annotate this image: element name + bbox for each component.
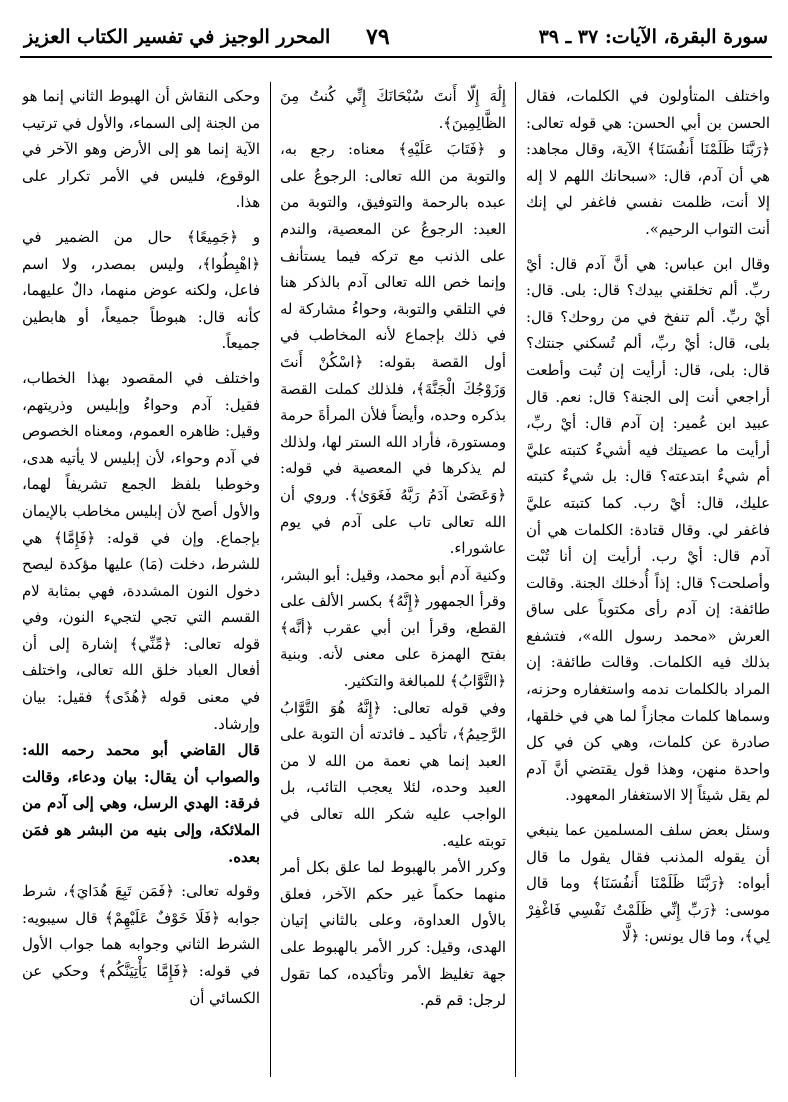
text-column-middle (280, 84, 506, 1074)
page-header (20, 18, 772, 54)
header-rule (20, 56, 772, 58)
page-number: ٧٩ (366, 24, 390, 50)
paragraph: وحكى النقاش أن الهبوط الثاني إنما هو من الجنة إلى السماء، والأول في ترتيب الآية إنما هو إلى الأرض وهو الآخر في الوقوع، فليس في الأمر تكرار على هذا. (22, 88, 260, 212)
paragraph: واختلف في المقصود بهذا الخطاب، فقيل: آدم وحواءُ وإبليس وذريتهم، وقيل: ظاهره العموم، ومعناه الخصوص في آدم وحواء، لأن إبليس لا يأتيه هدى، وخوطبا بلفظ الجمع تشريفاً لهما، والأول أصح لأن إبليس مخاطب بالإيمان بإجماع. وإن في قوله: ﴿فَإِمَّا﴾ هي للشرط، دخلت (مَا) عليها مؤكدة ليصح دخول النون المشددة، فهي بمثابة لام القسم التي تجي لتجيء النون، وفي قوله تعالى: ﴿مِّنِّي﴾ إشارة إلى أن أفعال العباد خلق الله تعالى، واختلف في معنى قوله ﴿هُدًى﴾ فقيل: بيان وإرشاد. (22, 369, 260, 733)
paragraph: وكرر الأمر بالهبوط لما علق بكل أمر منهما حكماً غير حكم الآخر، فعلق بالأول العداوة، وعلى بالثاني إتيان الهدى، وقيل: كرر الأمر بالهبوط على جهة تغليظ الأمر وتأكيده، كما تقول لرجل: قم قم. (280, 859, 506, 1010)
column-divider-right (515, 82, 516, 1077)
column-divider-left (270, 82, 271, 1077)
paragraph: قال القاضي أبو محمد رحمه الله: والصواب أن يقال: بيان ودعاء، وقالت فرقة: الهدي الرسل، وهي إلى آدم من الملائكة، وإلى بنيه من البشر هو فمَن بعده. (22, 742, 260, 866)
surah-reference: سورة البقرة، الآيات: ٣٧ ـ ٣٩ (538, 26, 768, 48)
paragraph: وفي قوله تعالى: ﴿إِنَّهُ هُوَ التَّوَّابُ الرَّحِيمُ﴾، تأكيد ـ فائدته أن التوبة على العبد إنما هي نعمة من الله لا من العبد وحده، لئلا يعجب التائب، بل الواجب عليه شكر الله تعالى في توبته عليه. (280, 699, 506, 850)
book-title: المحرر الوجيز في تفسير الكتاب العزيز (24, 26, 331, 48)
paragraph: وسئل بعض سلف المسلمين عما ينبغي أن يقوله المذنب فقال يقول ما قال أبواه: ﴿رَبَّنَا ظَلَمْنَا أَنفُسَنَا﴾ وما قال موسى: ﴿رَبِّ إِنِّي ظَلَمْتُ نَفْسِي فَاغْفِرْ لِي﴾، وما قال يونس: ﴿لَّا (526, 822, 770, 946)
paragraph: وكنية آدم أبو محمد، وقيل: أبو البشر، وقرأ الجمهور ﴿إِنَّهُ﴾ بكسر الألف على القطع، وقرأ ابن أبي عقرب ﴿أنَّه﴾ بفتح الهمزة على معنى لأنه. وبنية ﴿التَّوَّابُ﴾ للمبالغة والتكثير. (280, 566, 506, 691)
text-column-right (526, 84, 770, 1074)
paragraph: و ﴿فَتَابَ عَلَيْهِ﴾ معناه: رجع به، والتوبة من الله تعالى: الرجوعُ على عبده بالرحمة والتوفيق، والتوبة من العبد: الرجوعُ عن المعصية، والندم على الذنب مع تركه فيما يستأنف وإنما خص الله تعالى آدم بالذكر هنا في التلقي والتوبة، وحواءُ مشاركة له في ذلك بإجماع لأنه المخاطب في أول القصة بقوله: ﴿اسْكُنْ أَنتَ وَزَوْجُكَ الْجَنَّةَ﴾، فلذلك كملت القصة بذكره وحده، وأيضاً فلأن المرأةَ حرمة ومستورة، فأراد الله الستر لها، ولذلك لم يذكرها في المعصية في قوله: ﴿وَعَصَىٰ آدَمُ رَبَّهُ فَغَوَىٰ﴾. وروي أن الله تعالى تاب على آدم في يوم عاشوراء. (280, 141, 506, 558)
text-column-left (22, 84, 260, 1074)
paragraph: و ﴿جَمِيعًا﴾ حال من الضمير في ﴿اهْبِطُوا﴾، وليس بمصدر، ولا اسم فاعل، ولكنه عوض منهما، دالٌ عليهما، كأنه قال: هبوطاً جميعاً، أو هابطين جميعاً. (22, 228, 260, 353)
paragraph: وقال ابن عباس: هي أنَّ آدم قال: أيْ ربِّ. ألم تخلقني بيدك؟ قال: بلى. قال: أيْ ربِّ. ألم تنفخ في من روحك؟ قال: بلى، قال: أيْ ربِّ، ألم تُسكني جنتك؟ قال: بلى، قال: أرأيت إن تُبت وأطعت أراجعي أنت إلى الجنة؟ قال: نعم. قال عبيد ابن عُمير: إن آدم قال: أيْ ربِّ، أرأيت ما عصيتك فيه أشيءٌ كتبته عليَّ أم شيءٌ ابتدعته؟ قال: بل شيءٌ كتبته عليك، قال: أيْ رب. كما كتبته عليَّ فاغفر لي. وقال قتادة: الكلمات هي أن آدم قال: أيْ رب. أرأيت إن أنا تُبْت وأصلحت؟ قال: إذاً أُدخلك الجنة. وقالت طائفة: إن آدم رأى مكتوباً على ساق العرش «محمد رسول الله»، فتشفع بذلك فيه الكلمات. وقالت طائفة: إن المراد بالكلمات ندمه واستغفاره وحزنه، وسماها كلمات مجازاً لما هي في خلقها، صادرة عن كلمات، وهي كن في كل واحدة منهن، وهذا قول يقتضي أنَّ آدم لم يقل شيئاً إلا الاستغفار المعهود. (526, 255, 770, 805)
paragraph: واختلف المتأولون في الكلمات، فقال الحسن بن أبي الحسن: هي قوله تعالى: ﴿رَبَّنَا ظَلَمْنَا أَنفُسَنَا﴾ الآية، وقال مجاهد: هي أن آدم، قال: «سبحانك اللهم لا إله إلا أنت، ظلمت نفسي فاغفر لي إنك أنت التواب الرحيم». (526, 88, 770, 238)
paragraph: وقوله تعالى: ﴿فَمَن تَبِعَ هُدَايَ﴾، شرط جوابه ﴿فَلَا خَوْفٌ عَلَيْهِمْ﴾ قال سيبويه: الشرط الثاني وجوابه هما جواب الأول في قوله: ﴿فَإِمَّا يَأْتِيَنَّكُم﴾ وحكي عن الكسائي أن (22, 883, 260, 1007)
paragraph: إِلَٰهَ إِلَّا أَنتَ سُبْحَانَكَ إِنِّي كُنتُ مِنَ الظَّالِمِينَ﴾. (280, 88, 506, 132)
